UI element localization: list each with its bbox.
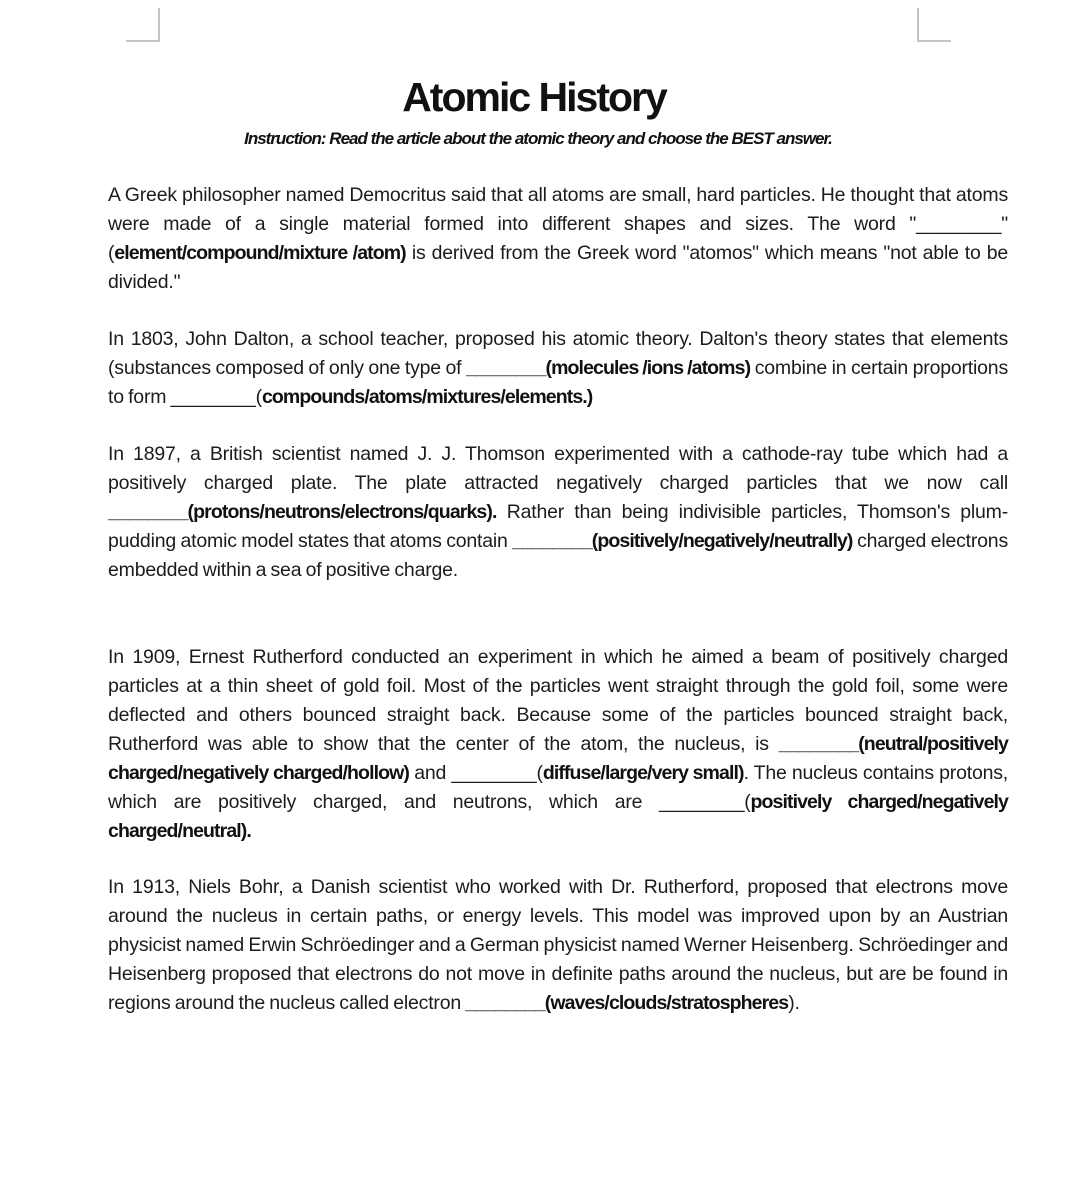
- page-title: Atomic History: [402, 74, 666, 120]
- answer-choices: diffuse/large/very small): [542, 762, 744, 784]
- paragraph-dalton: [108, 325, 1008, 412]
- paragraph-text: and ________(: [408, 762, 543, 784]
- paragraph-text: Rather than being indivisible particles, Thomson's plum-pudding atomic model states that atoms contain: [108, 501, 1008, 552]
- paragraph-text: . The nucleus contains protons, which are positively charged, and neutrons, which are ________(: [108, 762, 1009, 813]
- paragraph-text: ).: [788, 992, 800, 1014]
- paragraph-text: is derived from the Greek word "atomos" which means "not able to be divided.": [108, 242, 1008, 293]
- paragraph-thomson: [108, 440, 1008, 585]
- paragraph-bohr: [108, 873, 1008, 1018]
- answer-choices: positively charged/negatively charged/neutral).: [108, 791, 1008, 842]
- page-corner-mark-top-left: [126, 8, 160, 42]
- answer-choices: element/compound/mixture /atom): [114, 242, 406, 264]
- answer-choices: compounds/atoms/mixtures/elements.): [261, 386, 593, 408]
- paragraph-text: In 1803, John Dalton, a school teacher, proposed his atomic theory. Dalton's theory states that elements (substances composed of only one type of: [108, 328, 1008, 379]
- answer-choices: ________(positively/negatively/neutrally): [512, 530, 853, 552]
- paragraph-democritus: [108, 181, 1008, 297]
- paragraph-text: combine in certain proportions to form ________(: [108, 357, 1008, 408]
- paragraph-rutherford: [108, 643, 1008, 846]
- paragraph-text: In 1897, a British scientist named J. J. Thomson experimented with a cathode-ray tube which had a positively charged plate. The plate attracted negatively charged particles that we now call: [108, 443, 1008, 494]
- answer-choices: ________(waves/clouds/stratospheres: [465, 992, 789, 1014]
- instruction-text: Instruction: Read the article about the atomic theory and choose the BEST answer.: [244, 129, 832, 148]
- paragraph-text: In 1909, Ernest Rutherford conducted an experiment in which he aimed a beam of positively charged particles at a thin sheet of gold foil. Most of the particles went straight through the gold foil, some were deflected and others bounced straight back. Because some of the particles bounced straight back, Rutherford was able to show that the center of the atom, the nucleus, is: [108, 646, 1008, 755]
- page-corner-mark-top-right: [917, 8, 951, 42]
- answer-choices: ________(protons/neutrons/electrons/quarks).: [108, 501, 497, 523]
- paragraph-text: charged electrons embedded within a sea of positive charge.: [108, 530, 1008, 581]
- answer-choices: ________(molecules /ions /atoms): [465, 357, 751, 379]
- answer-choices: ________(neutral/positively charged/negatively charged/hollow): [108, 733, 1008, 784]
- paragraph-text: A Greek philosopher named Democritus said that all atoms are small, hard particles. He thought that atoms were made of a single material formed into different shapes and sizes. The word "________" (: [108, 184, 1008, 264]
- paragraph-text: In 1913, Niels Bohr, a Danish scientist who worked with Dr. Rutherford, proposed that electrons move around the nucleus in certain paths, or energy levels. This model was improved upon by an Austrian physicist named Erwin Schröedinger and a German physicist named Werner Heisenberg. Schröedinger and Heisenberg proposed that electrons do not move in definite paths around the nucleus, but are be found in regions around the nucleus called electron: [108, 876, 1008, 1014]
